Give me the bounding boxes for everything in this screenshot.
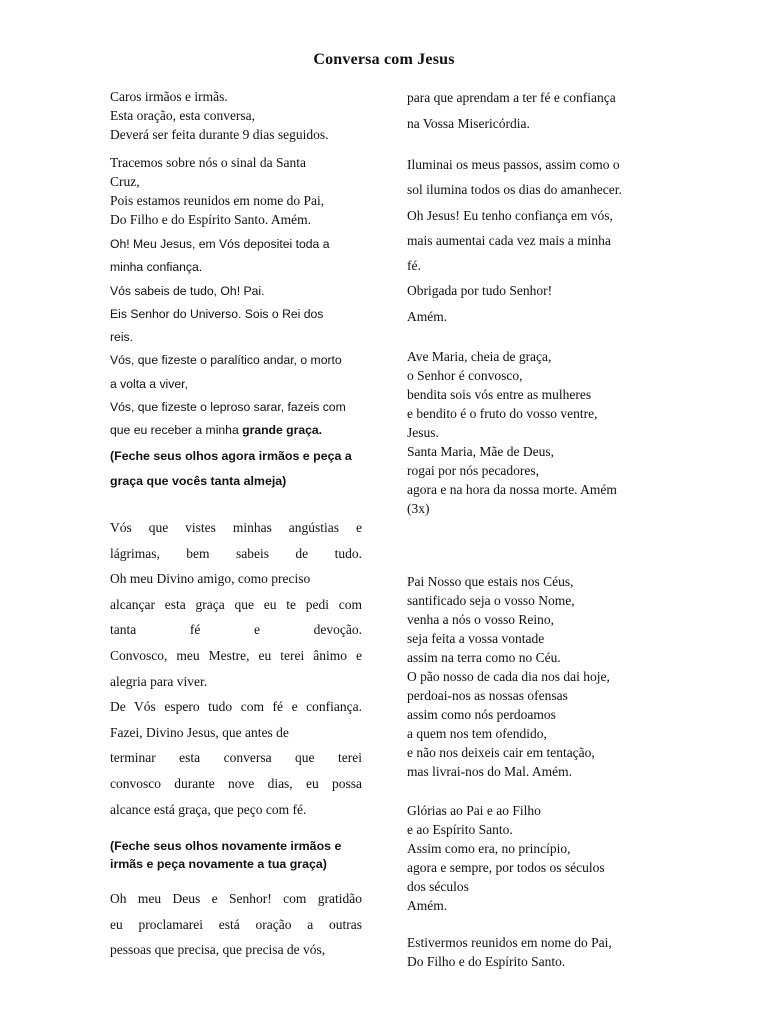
instruction-1 [110,444,362,493]
text-line: Caros irmãos e irmãs. [110,89,228,104]
page-title: Conversa com Jesus [313,51,455,68]
text-line: (3x) [407,501,430,516]
text-line: Cruz, [110,174,140,189]
text-line: assim como nós perdoamos [407,707,556,722]
text-line: bendita sois vós entre as mulheres [407,387,592,402]
text-line: e bendito é o fruto do vosso ventre, [407,406,598,421]
text-line: o Senhor é convosco, [407,368,523,383]
continuation-paragraph [407,85,659,136]
text-line: e ao Espírito Santo. [407,822,513,837]
text-line: Pois estamos reunidos em nome do Pai, [110,193,325,208]
text-line: reis. [110,330,134,345]
text-line: Obrigada por tudo Senhor! [407,283,553,299]
text-line: De Vós espero tudo com fé e confiança. [110,699,362,715]
text-line: Eis Senhor do Universo. Sois o Rei dos [110,306,324,321]
text-line: Estivermos reunidos em nome do Pai, [407,935,612,950]
text-line: terminar esta conversa que terei [110,750,362,766]
text-line: agora e sempre, por todos os séculos [407,860,605,875]
prayer1-last-line: que eu receber a minha grande graça. [110,423,323,438]
text-line: Vós sabeis de tudo, Oh! Pai. [110,283,265,298]
text-line: Amém. [407,308,448,324]
text-line: tanta fé e devoção. [110,622,362,638]
text-line: minha confiança. [110,260,203,275]
text-line: mas livrai-nos do Mal. Amém. [407,764,572,779]
text-line: O pão nosso de cada dia nos dai hoje, [407,669,610,684]
text-line: Do Filho e do Espírito Santo. Amém. [110,212,311,227]
prayer-paragraph-1 [110,233,362,443]
intro-paragraph [110,87,362,144]
text-line: alegria para viver. [110,673,208,689]
text-line: Vós que vistes minhas angústias e [110,520,362,535]
ave-maria-prayer [407,347,659,518]
closing-paragraph [110,886,362,963]
text-line: convosco durante nove dias, eu possa [110,775,362,791]
text-line: irmãs e peça novamente a tua graça) [110,856,327,871]
text-line: Do Filho e do Espírito Santo. [407,954,566,969]
instruction-2 [110,838,362,873]
text-line: pessoas que precisa, que precisa de vós, [110,942,326,958]
text-line: Oh Jesus! Eu tenho confiança em vós, [407,207,613,223]
text-line: Oh! Meu Jesus, em Vós depositei toda a [110,237,330,251]
text-line: Oh meu Deus e Senhor! com gratidão [110,891,362,906]
pai-nosso-prayer [407,572,659,781]
text-line: Glórias ao Pai e ao Filho [407,803,541,818]
text-line: Ave Maria, cheia de graça, [407,349,552,364]
text-line: santificado seja o vosso Nome, [407,593,575,608]
text-line: venha a nós o vosso Reino, [407,612,554,627]
text-line: seja feita a vossa vontade [407,631,545,646]
text-line: graça que vocês tanta almeja) [110,473,287,488]
text-line: Amém. [407,898,448,913]
text-line: Santa Maria, Mãe de Deus, [407,444,554,459]
text-line: a quem nos tem ofendido, [407,726,547,741]
sign-of-cross-paragraph [110,153,362,229]
final-paragraph [407,933,659,971]
text-line: Iluminai os meus passos, assim como o [407,157,620,172]
text-line: na Vossa Misericórdia. [407,115,530,131]
text-line: Fazei, Divino Jesus, que antes de [110,724,289,740]
text-line: Convosco, meu Mestre, eu terei ânimo e [110,647,362,663]
illumine-paragraph [407,152,659,329]
text-line: agora e na hora da nossa morte. Amém [407,482,617,497]
text-line: assim na terra como no Céu. [407,650,561,665]
grande-graca-text: grande graça. [242,423,323,438]
text-line: perdoai-nos as nossas ofensas [407,688,568,703]
text-line: Vós, que fizeste o paralítico andar, o morto [110,353,342,368]
text-line: a volta a viver, [110,376,188,391]
text-line: e não nos deixeis cair em tentação, [407,745,595,760]
text-line: alcance está graça, que peço com fé. [110,801,307,817]
text-line: lágrimas, bem sabeis de tudo. [110,545,362,561]
text-line: Esta oração, esta conversa, [110,108,256,123]
text-line: (Feche seus olhos agora irmãos e peça a [110,449,352,463]
text-line: dos séculos [407,879,469,894]
text-line: sol ilumina todos os dias do amanhecer. [407,182,622,198]
text-line: (Feche seus olhos novamente irmãos e [110,839,342,853]
text-line: Tracemos sobre nós o sinal da Santa [110,155,306,170]
text-line: Deverá ser feita durante 9 dias seguidos. [110,127,329,142]
text-line: fé. [407,258,421,274]
text-line: eu proclamarei está oração a outras [110,916,362,932]
gloria-prayer [407,801,659,915]
text-line: Jesus. [407,425,439,440]
text-line: Assim como era, no princípio, [407,841,571,856]
text-line: para que aprendam a ter fé e confiança [407,90,616,105]
text-line: alcançar esta graça que eu te pedi com [110,596,362,612]
text-line: Vós, que fizeste o leproso sarar, fazeis com [110,400,346,415]
text-line: mais aumentai cada vez mais a minha [407,232,611,248]
text-line: rogai por nós pecadores, [407,463,539,478]
text-line: Pai Nosso que estais nos Céus, [407,574,574,589]
prayer-paragraph-2 [110,515,362,822]
text-line: Oh meu Divino amigo, como preciso [110,571,311,587]
